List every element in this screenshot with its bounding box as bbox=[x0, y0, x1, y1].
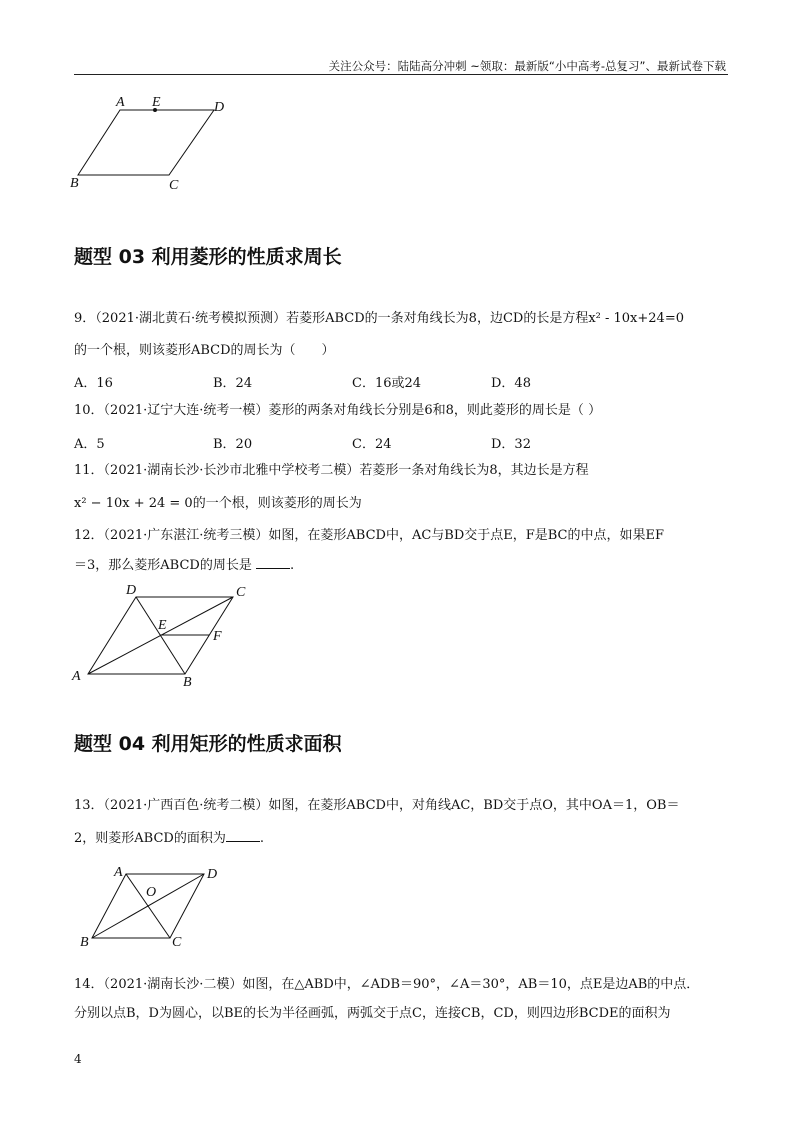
fig1-label-c: C bbox=[169, 178, 179, 192]
fig3-label-b: B bbox=[80, 935, 89, 950]
q13-answer-blank bbox=[226, 829, 260, 842]
q12-line2 bbox=[74, 556, 294, 576]
section-title-03: 题型 03 利用菱形的性质求周长 bbox=[74, 246, 342, 268]
q10-option-a: A．5 bbox=[74, 437, 105, 452]
q13-line1: 13．（2021·广西百色·统考二模）如图，在菱形ABCD中，对角线AC，BD交于点O，其中OA＝1，OB＝ bbox=[74, 798, 680, 813]
q13-line2-end: . bbox=[259, 831, 264, 846]
fig2-label-a: A bbox=[72, 669, 81, 684]
fig1-label-b: B bbox=[70, 176, 79, 191]
section-title-04: 题型 04 利用矩形的性质求面积 bbox=[74, 733, 342, 755]
fig2-label-c: C bbox=[236, 585, 246, 600]
q9-line2: 的一个根，则该菱形ABCD的周长为（ ） bbox=[74, 343, 335, 358]
q12-line2-text: ＝3，那么菱形ABCD的周长是 bbox=[74, 558, 252, 573]
figure-rhombus-o bbox=[76, 862, 236, 952]
header-rule bbox=[74, 74, 728, 75]
fig2-label-d: D bbox=[126, 583, 137, 598]
fig3-label-d: D bbox=[207, 867, 218, 882]
q10-line1: 10．（2021·辽宁大连·统考一模）菱形的两条对角线长分别是6和8，则此菱形的周长是（ ） bbox=[74, 403, 602, 418]
q9-option-d: D．48 bbox=[491, 376, 531, 391]
q11-line2: x² − 10x + 24 = 0的一个根，则该菱形的周长为 bbox=[74, 496, 362, 511]
fig1-label-e: E bbox=[152, 95, 161, 110]
fig1-label-a: A bbox=[116, 95, 125, 110]
q10-option-b: B．20 bbox=[213, 437, 253, 452]
q9-option-b: B．24 bbox=[213, 376, 253, 391]
page-header: 关注公众号：陆陆高分冲刺 ~领取：最新版“小中高考-总复习”、最新试卷下载 bbox=[328, 59, 726, 73]
q12-answer-blank bbox=[256, 556, 290, 569]
q10-option-d: D．32 bbox=[491, 437, 531, 452]
q9-option-c: C．16或24 bbox=[352, 376, 422, 391]
fig2-label-e: E bbox=[158, 618, 167, 633]
q9-option-a: A．16 bbox=[74, 376, 113, 391]
q9-line1: 9．（2021·湖北黄石·统考模拟预测）若菱形ABCD的一条对角线长为8，边CD的长是方程x² - 10x+24=0 bbox=[74, 311, 684, 326]
q12-line1: 12．（2021·广东湛江·统考三模）如图，在菱形ABCD中，AC与BD交于点E，F是BC的中点，如果EF bbox=[74, 528, 665, 543]
q14-line2: 分别以点B，D为圆心，以BE的长为半径画弧，两弧交于点C，连接CB，CD，则四边形BCDE的面积为 bbox=[74, 1006, 671, 1021]
q11-line1: 11．（2021·湖南长沙·长沙市北雅中学校考二模）若菱形一条对角线长为8，其边长是方程 bbox=[74, 463, 589, 478]
q12-line2-end: . bbox=[289, 558, 295, 573]
fig1-label-d: D bbox=[214, 100, 225, 115]
page-number: 4 bbox=[74, 1052, 82, 1066]
fig2-label-f: F bbox=[213, 629, 222, 644]
fig3-label-c: C bbox=[172, 935, 182, 950]
q13-line2 bbox=[74, 829, 264, 849]
fig3-label-a: A bbox=[114, 865, 123, 880]
figure-parallelogram-aedbc bbox=[68, 92, 238, 192]
q13-line2-text: 2，则菱形ABCD的面积为 bbox=[74, 831, 226, 846]
q10-option-c: C．24 bbox=[352, 437, 392, 452]
figure-rhombus-ef bbox=[68, 582, 268, 692]
fig2-label-b: B bbox=[183, 675, 192, 690]
q14-line1: 14．（2021·湖南长沙·二模）如图，在△ABD中，∠ADB＝90°，∠A＝30°，AB＝10，点E是边AB的中点． bbox=[74, 977, 700, 992]
fig3-label-o: O bbox=[146, 885, 157, 900]
